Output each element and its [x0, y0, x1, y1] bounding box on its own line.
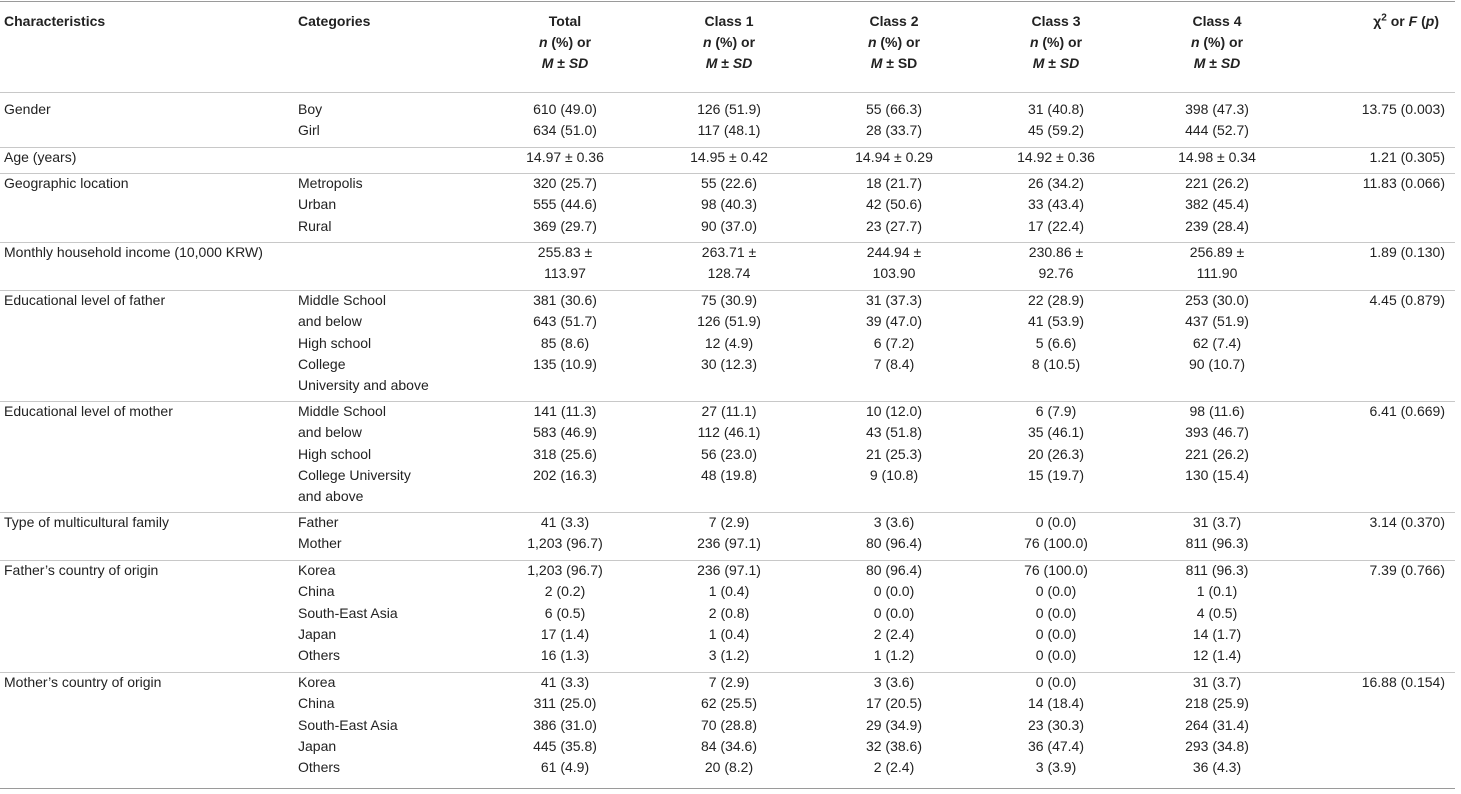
cell-class3-line: 230.86 ±: [1028, 244, 1084, 260]
cell-total-line: 85 (8.6): [540, 334, 590, 351]
cell-class1-line: 2 (0.8): [708, 604, 750, 621]
cell-characteristic: [4, 672, 161, 693]
cell-characteristic-line: Father’s country of origin: [4, 562, 159, 578]
cell-stat: [1297, 173, 1445, 194]
cell-class1-line: 75 (30.9): [700, 292, 758, 308]
cell-class1-line: 98 (40.3): [700, 196, 758, 213]
cell-class3-line: 31 (40.8): [1027, 101, 1085, 117]
cell-categories-line: Middle School: [298, 292, 386, 308]
cell-class1-line: 236 (97.1): [697, 562, 761, 578]
cell-class4: [1137, 672, 1297, 778]
cell-categories: [298, 290, 429, 396]
cell-class2-line: 7 (8.4): [873, 355, 915, 372]
cell-class1-line: 112 (46.1): [697, 424, 761, 441]
cell-total-line: 255.83 ±: [537, 244, 593, 260]
cell-stat: [1297, 242, 1445, 263]
cell-characteristic: [4, 99, 51, 120]
cell-class2-line: 9 (10.8): [869, 466, 919, 483]
cell-class4-line: 98 (11.6): [1189, 403, 1245, 419]
cell-stat-line: 3.14 (0.370): [1369, 514, 1445, 530]
cell-categories-line: College University: [298, 466, 411, 483]
table-bottom-rule: [0, 788, 1455, 789]
cell-class4-line: 90 (10.7): [1188, 355, 1246, 372]
cell-categories-line: University and above: [298, 377, 429, 394]
header-class2-label: Class 2: [869, 13, 919, 29]
cell-total-line: 1,203 (96.7): [527, 535, 603, 552]
cell-class2: [813, 242, 975, 285]
cell-class3-line: 36 (47.4): [1027, 737, 1085, 754]
cell-class2-line: 28 (33.7): [865, 122, 923, 139]
cell-class2-line: 18 (21.7): [865, 175, 923, 191]
cell-categories-line: Others: [298, 647, 341, 664]
cell-characteristic: [4, 401, 173, 422]
cell-total-line: 1,203 (96.7): [527, 562, 603, 578]
cell-class3-line: 8 (10.5): [1031, 355, 1081, 372]
cell-characteristic-line: Gender: [4, 101, 51, 117]
cell-total-line: 318 (25.6): [533, 445, 597, 462]
header-class4: Class 4 n (%) or M ± SD: [1137, 11, 1297, 74]
cell-characteristic: [4, 560, 158, 581]
cell-class1: [645, 173, 813, 237]
cell-total-line: 320 (25.7): [533, 175, 597, 191]
cell-total-line: 16 (1.3): [540, 647, 590, 664]
cell-stat-line: 6.41 (0.669): [1369, 403, 1445, 419]
cell-class3-line: 33 (43.4): [1027, 196, 1085, 213]
cell-class2-line: 29 (34.9): [865, 716, 923, 733]
cell-categories-line: [298, 242, 302, 263]
header-total-n: n: [538, 34, 548, 50]
cell-characteristic: [4, 147, 76, 168]
cell-categories-line: China: [298, 583, 335, 600]
cell-characteristic-line: Type of multicultural family: [4, 514, 169, 530]
cell-characteristic: [4, 173, 129, 194]
table-row: [0, 512, 1455, 561]
cell-categories: [298, 147, 302, 168]
cell-categories-line: and above: [298, 488, 364, 505]
cell-class4-line: 36 (4.3): [1192, 759, 1242, 776]
cell-categories-line: Boy: [298, 101, 323, 117]
cell-class3-line: 14 (18.4): [1027, 695, 1085, 712]
cell-class2-line: 21 (25.3): [865, 445, 923, 462]
cell-total-line: 6 (0.5): [544, 604, 586, 621]
cell-class1-line: 56 (23.0): [700, 445, 758, 462]
cell-total-line: 141 (11.3): [533, 403, 597, 419]
cell-categories-line: Japan: [298, 625, 337, 642]
cell-class2-line: 0 (0.0): [873, 583, 915, 600]
cell-class1-line: 7 (2.9): [708, 674, 750, 690]
cell-total-line: 610 (49.0): [533, 101, 597, 117]
cell-class2-line: 43 (51.8): [865, 424, 923, 441]
cell-class4: [1137, 401, 1297, 486]
cell-total-line: 61 (4.9): [540, 759, 590, 776]
cell-class3: [975, 290, 1137, 375]
cell-stat-line: 7.39 (0.766): [1369, 562, 1445, 578]
cell-categories-line: Mother: [298, 535, 342, 552]
cell-total-line: 555 (44.6): [533, 196, 597, 213]
cell-class4: [1137, 147, 1297, 168]
cell-class4-line: 111.90: [1196, 265, 1238, 282]
cell-class3-line: 17 (22.4): [1027, 217, 1085, 234]
cell-stat: [1297, 672, 1445, 693]
cell-categories-line: Metropolis: [298, 175, 363, 191]
cell-categories-line: China: [298, 695, 335, 712]
header-class4-label: Class 4: [1192, 13, 1242, 29]
cell-categories-line: Others: [298, 759, 341, 776]
cell-total-line: 113.97: [544, 265, 586, 282]
cell-categories-line: Korea: [298, 562, 336, 578]
cell-class2-line: 3 (3.6): [873, 674, 915, 690]
cell-categories-line: Korea: [298, 674, 336, 690]
cell-class3-line: 0 (0.0): [1035, 625, 1077, 642]
cell-total-line: 311 (25.0): [533, 695, 597, 712]
cell-class4-line: 12 (1.4): [1192, 647, 1242, 664]
table-row: [0, 242, 1455, 291]
cell-class2-line: 1 (1.2): [873, 647, 915, 664]
cell-class1: [645, 242, 813, 285]
cell-class3-line: 0 (0.0): [1035, 674, 1077, 690]
cell-class2-line: 2 (2.4): [873, 759, 915, 776]
cell-categories-line: [298, 147, 302, 168]
cell-total: [485, 99, 645, 142]
cell-categories: [298, 401, 411, 507]
cell-categories-line: Middle School: [298, 403, 386, 419]
cell-categories-line: High school: [298, 445, 372, 462]
cell-class1-line: 128.74: [707, 265, 751, 282]
cell-total-line: 14.97 ± 0.36: [526, 149, 604, 165]
cell-class1-line: 1 (0.4): [708, 583, 750, 600]
cell-class4: [1137, 242, 1297, 285]
table-row: [0, 290, 1455, 402]
cell-class4-line: 14 (1.7): [1192, 625, 1242, 642]
cell-class2-line: 17 (20.5): [865, 695, 923, 712]
cell-stat: [1297, 401, 1445, 422]
header-total-label: Total: [548, 13, 582, 29]
cell-class3-line: 35 (46.1): [1027, 424, 1085, 441]
cell-total-line: 634 (51.0): [533, 122, 597, 139]
cell-class4-line: 253 (30.0): [1185, 292, 1249, 308]
cell-stat-line: 1.89 (0.130): [1369, 244, 1445, 260]
cell-class4-line: 218 (25.9): [1185, 695, 1249, 712]
cell-characteristic-line: Monthly household income (10,000 KRW): [4, 244, 263, 260]
cell-class2: [813, 401, 975, 486]
cell-categories-line: Girl: [298, 122, 320, 139]
table-row: [0, 147, 1455, 174]
cell-categories: [298, 242, 302, 263]
cell-class3-line: 20 (26.3): [1027, 445, 1085, 462]
cell-class3-line: 0 (0.0): [1035, 604, 1077, 621]
cell-stat: [1297, 560, 1445, 581]
cell-total: [485, 242, 645, 285]
cell-total-line: 445 (35.8): [533, 737, 597, 754]
table-row: [0, 560, 1455, 673]
cell-class2-line: 2 (2.4): [873, 625, 915, 642]
cell-class3: [975, 401, 1137, 486]
cell-class4-line: 4 (0.5): [1196, 604, 1238, 621]
cell-characteristic-line: Educational level of father: [4, 292, 166, 308]
cell-class1-line: 62 (25.5): [700, 695, 758, 712]
cell-characteristic: [4, 512, 169, 533]
cell-class2: [813, 672, 975, 778]
cell-class3-line: 76 (100.0): [1024, 535, 1088, 552]
cell-class4-line: 382 (45.4): [1185, 196, 1249, 213]
cell-class4: [1137, 99, 1297, 142]
cell-class4-line: 437 (51.9): [1185, 313, 1249, 330]
cell-class4-line: 398 (47.3): [1185, 101, 1249, 117]
cell-class3-line: 0 (0.0): [1035, 647, 1077, 664]
cell-categories-line: High school: [298, 334, 372, 351]
cell-total: [485, 560, 645, 666]
cell-stat-line: 1.21 (0.305): [1369, 149, 1445, 165]
cell-total-line: 41 (3.3): [540, 514, 590, 530]
cell-class3-line: 6 (7.9): [1035, 403, 1077, 419]
cell-total: [485, 672, 645, 778]
cell-class1-line: 263.71 ±: [701, 244, 757, 260]
cell-class2-line: 244.94 ±: [866, 244, 922, 260]
cell-total-line: 381 (30.6): [533, 292, 597, 308]
cell-class2-line: 14.94 ± 0.29: [855, 149, 933, 165]
cell-total: [485, 290, 645, 375]
cell-characteristic: [4, 290, 165, 311]
header-characteristics: Characteristics: [4, 13, 106, 29]
cell-class3-line: 22 (28.9): [1027, 292, 1085, 308]
cell-class4-line: 239 (28.4): [1185, 217, 1249, 234]
cell-class2: [813, 147, 975, 168]
cell-class3-line: 41 (53.9): [1027, 313, 1085, 330]
cell-class4-line: 31 (3.7): [1192, 514, 1242, 530]
cell-categories: [298, 173, 363, 237]
cell-class1-line: 90 (37.0): [700, 217, 758, 234]
cell-class2: [813, 173, 975, 237]
cell-categories-line: Rural: [298, 217, 332, 234]
cell-class1-line: 20 (8.2): [704, 759, 754, 776]
cell-stat-line: 4.45 (0.879): [1369, 292, 1445, 308]
cell-class1-line: 7 (2.9): [708, 514, 750, 530]
cell-class2-line: 10 (12.0): [865, 403, 923, 419]
cell-class3: [975, 242, 1137, 285]
cell-class4-line: 221 (26.2): [1185, 445, 1249, 462]
cell-class2-line: 103.90: [872, 265, 916, 282]
cell-class3-line: 23 (30.3): [1027, 716, 1085, 733]
cell-categories-line: Japan: [298, 737, 337, 754]
cell-class3-line: 5 (6.6): [1035, 334, 1077, 351]
cell-class2-line: 39 (47.0): [865, 313, 923, 330]
cell-categories: [298, 512, 342, 555]
cell-class3-line: 14.92 ± 0.36: [1017, 149, 1095, 165]
cell-total-line: 41 (3.3): [540, 674, 590, 690]
header-class3: Class 3 n (%) or M ± SD: [975, 11, 1137, 74]
cell-total-line: 386 (31.0): [533, 716, 597, 733]
cell-class1-line: 14.95 ± 0.42: [690, 149, 768, 165]
cell-total-line: 135 (10.9): [533, 355, 597, 372]
cell-class1: [645, 560, 813, 666]
cell-total-line: 17 (1.4): [540, 625, 590, 642]
cell-stat: [1297, 290, 1445, 311]
cell-total: [485, 147, 645, 168]
cell-class2: [813, 290, 975, 375]
cell-class1-line: 12 (4.9): [704, 334, 754, 351]
cell-class1-line: 126 (51.9): [697, 101, 761, 117]
cell-class4-line: 811 (96.3): [1185, 535, 1249, 552]
table-row: [0, 173, 1455, 243]
cell-class3: [975, 560, 1137, 666]
cell-class4: [1137, 560, 1297, 666]
cell-categories: [298, 560, 398, 666]
cell-characteristic: [4, 242, 263, 263]
table-row: [0, 401, 1455, 513]
cell-class2-line: 0 (0.0): [873, 604, 915, 621]
cell-class1: [645, 672, 813, 778]
cell-class4-line: 393 (46.7): [1185, 424, 1249, 441]
cell-class4-line: 130 (15.4): [1185, 466, 1249, 483]
cell-class2-line: 42 (50.6): [865, 196, 923, 213]
cell-categories: [298, 672, 398, 778]
cell-total: [485, 173, 645, 237]
cell-class3: [975, 173, 1137, 237]
header-class1-label: Class 1: [704, 13, 754, 29]
cell-stat: [1297, 512, 1445, 533]
cell-class1-line: 126 (51.9): [697, 313, 761, 330]
header-total: Total n (%) or M ± SD: [485, 11, 645, 74]
cell-class1: [645, 147, 813, 168]
cell-class1-line: 84 (34.6): [700, 737, 758, 754]
header-class2: Class 2 n (%) or M ± SD: [813, 11, 975, 74]
cell-class4-line: 444 (52.7): [1185, 122, 1249, 139]
cell-class3-line: 0 (0.0): [1035, 514, 1077, 530]
cell-class2: [813, 99, 975, 142]
cell-characteristic-line: Age (years): [4, 149, 77, 165]
cell-class3-line: 76 (100.0): [1024, 562, 1088, 578]
cell-class1-line: 27 (11.1): [701, 403, 757, 419]
cell-total-line: 2 (0.2): [544, 583, 586, 600]
cell-class1: [645, 401, 813, 486]
cell-class1: [645, 512, 813, 555]
cell-class4: [1137, 290, 1297, 375]
cell-class4-line: 14.98 ± 0.34: [1178, 149, 1256, 165]
cell-class3-line: 26 (34.2): [1027, 175, 1085, 191]
cell-class4-line: 1 (0.1): [1196, 583, 1238, 600]
cell-class2-line: 6 (7.2): [873, 334, 915, 351]
cell-class4-line: 293 (34.8): [1185, 737, 1249, 754]
cell-characteristic-line: Geographic location: [4, 175, 129, 191]
cell-total: [485, 401, 645, 486]
table-row: [0, 672, 1455, 787]
header-categories: Categories: [298, 13, 371, 29]
cell-categories-line: College: [298, 355, 346, 372]
cell-class2-line: 3 (3.6): [873, 514, 915, 530]
cell-class3-line: 92.76: [1038, 265, 1074, 282]
cell-class3: [975, 512, 1137, 555]
cell-class1: [645, 290, 813, 375]
cell-class2-line: 31 (37.3): [865, 292, 923, 308]
cell-stat-line: 13.75 (0.003): [1361, 101, 1445, 117]
header-class3-label: Class 3: [1031, 13, 1081, 29]
cell-class2-line: 23 (27.7): [865, 217, 923, 234]
cell-class2-line: 80 (96.4): [865, 535, 923, 552]
header-stat: $\chi^2$ or F (p): [1373, 12, 1439, 29]
cell-class3: [975, 147, 1137, 168]
cell-class1: [645, 99, 813, 142]
cell-total-line: 369 (29.7): [533, 217, 597, 234]
cell-categories-line: South-East Asia: [298, 716, 398, 733]
cell-class2: [813, 560, 975, 666]
cell-class3: [975, 99, 1137, 142]
cell-class4: [1137, 173, 1297, 237]
cell-class4-line: 62 (7.4): [1192, 334, 1242, 351]
cell-characteristic-line: Educational level of mother: [4, 403, 173, 419]
header-class1: Class 1 n (%) or M ± SD: [645, 11, 813, 74]
cell-class1-line: 70 (28.8): [700, 716, 758, 733]
cell-categories-line: Father: [298, 514, 339, 530]
cell-class3-line: 15 (19.7): [1027, 466, 1085, 483]
cell-class2: [813, 512, 975, 555]
cell-class3-line: 0 (0.0): [1035, 583, 1077, 600]
cell-categories-line: South-East Asia: [298, 604, 398, 621]
cell-class1-line: 3 (1.2): [708, 647, 750, 664]
cell-class2-line: 32 (38.6): [865, 737, 923, 754]
cell-total: [485, 512, 645, 555]
cell-class1-line: 55 (22.6): [700, 175, 758, 191]
cell-categories-line: and below: [298, 313, 362, 330]
table-header: [0, 2, 1455, 93]
cell-categories-line: Urban: [298, 196, 337, 213]
cell-class2-line: 55 (66.3): [865, 101, 923, 117]
cell-stat: [1297, 147, 1445, 168]
cell-class4-line: 221 (26.2): [1185, 175, 1249, 191]
cell-total-line: 583 (46.9): [533, 424, 597, 441]
cell-class3: [975, 672, 1137, 778]
cell-class2-line: 80 (96.4): [865, 562, 923, 578]
cell-class1-line: 117 (48.1): [697, 122, 761, 139]
cell-categories-line: and below: [298, 424, 362, 441]
cell-class4-line: 264 (31.4): [1185, 716, 1249, 733]
cell-class4: [1137, 512, 1297, 555]
cell-class4-line: 811 (96.3): [1185, 562, 1249, 578]
cell-total-line: 643 (51.7): [533, 313, 597, 330]
cell-class3-line: 45 (59.2): [1027, 122, 1085, 139]
cell-characteristic-line: Mother’s country of origin: [4, 674, 162, 690]
cell-class4-line: 31 (3.7): [1192, 674, 1242, 690]
cell-class4-line: 256.89 ±: [1189, 244, 1245, 260]
cell-class1-line: 236 (97.1): [697, 535, 761, 552]
cell-stat-line: 16.88 (0.154): [1361, 674, 1445, 690]
cell-categories: [298, 99, 322, 142]
cell-class1-line: 30 (12.3): [700, 355, 758, 372]
table-row: [0, 99, 1455, 148]
cell-stat-line: 11.83 (0.066): [1362, 175, 1445, 191]
cell-class1-line: 1 (0.4): [708, 625, 750, 642]
cell-total-line: 202 (16.3): [533, 466, 597, 483]
cell-class3-line: 3 (3.9): [1035, 759, 1077, 776]
cell-stat: [1297, 99, 1445, 120]
cell-class1-line: 48 (19.8): [700, 466, 758, 483]
